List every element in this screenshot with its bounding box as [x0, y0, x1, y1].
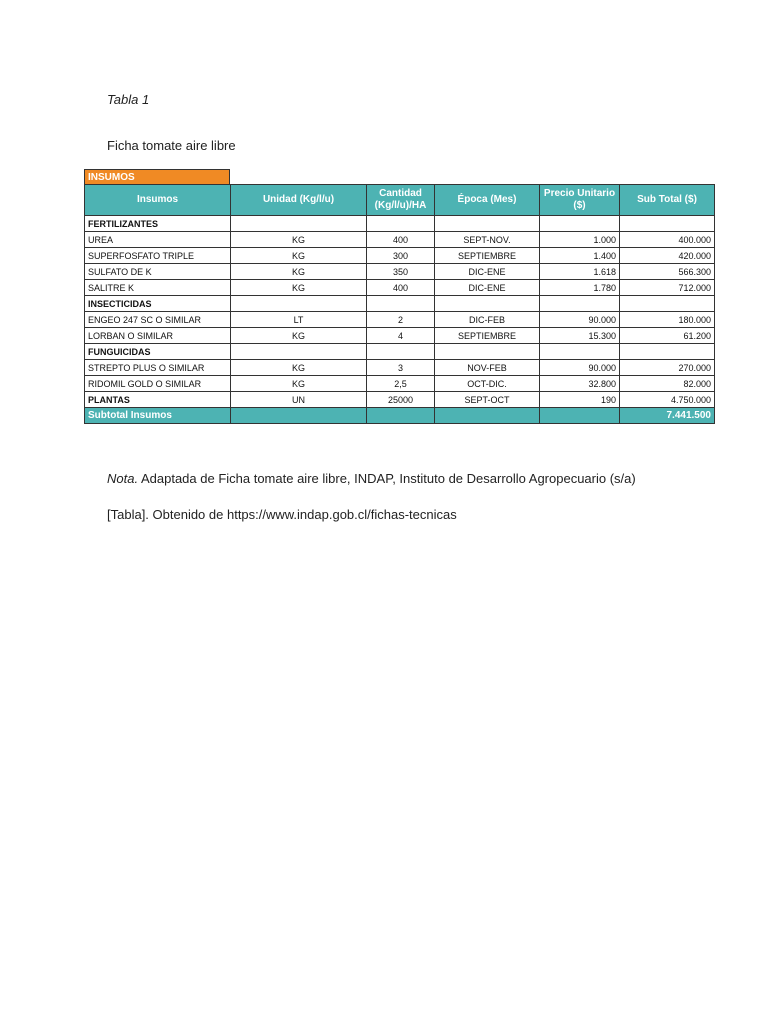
cell-unidad: KG [231, 376, 367, 392]
insumos-table [84, 184, 715, 424]
insumos-table-container [84, 169, 714, 424]
cell-insumo: RIDOMIL GOLD O SIMILAR [85, 376, 231, 392]
cell-subtotal: 270.000 [620, 360, 715, 376]
section-label: FUNGUICIDAS [85, 344, 231, 360]
cell-cantidad: 400 [367, 232, 435, 248]
cell-insumo: PLANTAS [85, 392, 231, 408]
cell-precio: 1.780 [540, 280, 620, 296]
cell-subtotal: 712.000 [620, 280, 715, 296]
cell-epoca: SEPT-OCT [435, 392, 540, 408]
cell-unidad: UN [231, 392, 367, 408]
cell-cantidad: 3 [367, 360, 435, 376]
table-row [85, 328, 715, 344]
note-label: Nota. [107, 471, 139, 486]
cell-unidad: KG [231, 360, 367, 376]
cell-cantidad: 2 [367, 312, 435, 328]
note-text: Adaptada de Ficha tomate aire libre, INDAP, Instituto de Desarrollo Agropecuario (s/a) [138, 471, 636, 486]
header-unidad: Unidad (Kg/l/u) [231, 185, 367, 216]
note-line-2: [Tabla]. Obtenido de https://www.indap.gob.cl/fichas-tecnicas [107, 507, 457, 522]
table-label: Tabla 1 [107, 92, 150, 107]
cell-epoca: DIC-ENE [435, 280, 540, 296]
header-epoca: Época (Mes) [435, 185, 540, 216]
cell-insumo: SULFATO DE K [85, 264, 231, 280]
cell-subtotal: 82.000 [620, 376, 715, 392]
cell-precio: 15.300 [540, 328, 620, 344]
cell-unidad: KG [231, 264, 367, 280]
cell-cantidad: 300 [367, 248, 435, 264]
cell-precio: 1.000 [540, 232, 620, 248]
cell-insumo: ENGEO 247 SC O SIMILAR [85, 312, 231, 328]
section-row-fertilizantes [85, 216, 715, 232]
cell-cantidad: 400 [367, 280, 435, 296]
table-row-plantas [85, 392, 715, 408]
cell-epoca: SEPTIEMBRE [435, 328, 540, 344]
cell-insumo: UREA [85, 232, 231, 248]
cell-precio: 90.000 [540, 360, 620, 376]
cell-subtotal: 180.000 [620, 312, 715, 328]
cell-precio: 1.400 [540, 248, 620, 264]
subtotal-row [85, 408, 715, 424]
subtotal-label: Subtotal Insumos [85, 408, 231, 424]
cell-cantidad: 2,5 [367, 376, 435, 392]
table-title: Ficha tomate aire libre [107, 138, 236, 153]
cell-unidad: KG [231, 232, 367, 248]
cell-cantidad: 25000 [367, 392, 435, 408]
cell-insumo: LORBAN O SIMILAR [85, 328, 231, 344]
cell-epoca: DIC-ENE [435, 264, 540, 280]
table-header-row [85, 185, 715, 216]
subtotal-value: 7.441.500 [620, 408, 715, 424]
table-row [85, 360, 715, 376]
cell-precio: 32.800 [540, 376, 620, 392]
cell-precio: 190 [540, 392, 620, 408]
cell-subtotal: 61.200 [620, 328, 715, 344]
cell-subtotal: 566.300 [620, 264, 715, 280]
header-sub-total: Sub Total ($) [620, 185, 715, 216]
section-label: FERTILIZANTES [85, 216, 231, 232]
header-cantidad: Cantidad (Kg/l/u)/HA [367, 185, 435, 216]
cell-subtotal: 4.750.000 [620, 392, 715, 408]
cell-insumo: SALITRE K [85, 280, 231, 296]
section-label: INSECTICIDAS [85, 296, 231, 312]
cell-epoca: SEPT-NOV. [435, 232, 540, 248]
note-line-1 [107, 471, 636, 486]
cell-precio: 90.000 [540, 312, 620, 328]
cell-epoca: NOV-FEB [435, 360, 540, 376]
cell-cantidad: 350 [367, 264, 435, 280]
header-precio-unitario: Precio Unitario ($) [540, 185, 620, 216]
section-row-funguicidas [85, 344, 715, 360]
cell-insumo: STREPTO PLUS O SIMILAR [85, 360, 231, 376]
cell-subtotal: 420.000 [620, 248, 715, 264]
section-row-insecticidas [85, 296, 715, 312]
cell-unidad: KG [231, 248, 367, 264]
table-row [85, 376, 715, 392]
table-row [85, 248, 715, 264]
table-row [85, 264, 715, 280]
cell-subtotal: 400.000 [620, 232, 715, 248]
header-insumos: Insumos [85, 185, 231, 216]
cell-epoca: SEPTIEMBRE [435, 248, 540, 264]
cell-epoca: DIC-FEB [435, 312, 540, 328]
table-row [85, 232, 715, 248]
table-row [85, 312, 715, 328]
cell-unidad: KG [231, 280, 367, 296]
table-row [85, 280, 715, 296]
cell-epoca: OCT-DIC. [435, 376, 540, 392]
cell-unidad: LT [231, 312, 367, 328]
insumos-tab-label: INSUMOS [84, 169, 230, 184]
cell-precio: 1.618 [540, 264, 620, 280]
cell-unidad: KG [231, 328, 367, 344]
cell-cantidad: 4 [367, 328, 435, 344]
cell-insumo: SUPERFOSFATO TRIPLE [85, 248, 231, 264]
